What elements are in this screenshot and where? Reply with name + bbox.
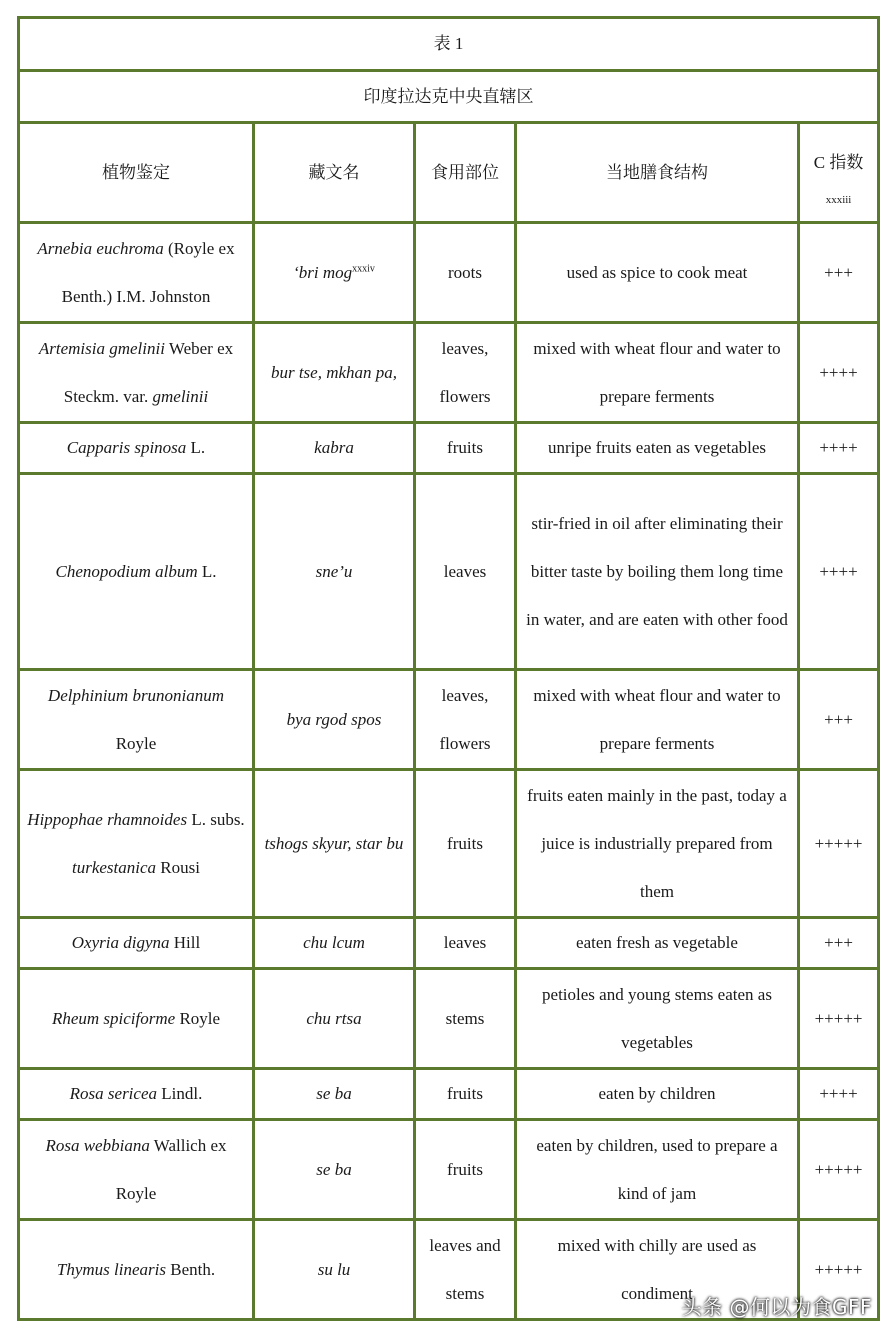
use-cell: mixed with chilly are used as condiment: [516, 1220, 799, 1320]
part-cell: leaves: [415, 918, 516, 969]
plant-cell: Oxyria digyna Hill: [19, 918, 254, 969]
plant-table: [17, 16, 880, 1321]
plant-cell: Capparis spinosa L.: [19, 423, 254, 474]
tibetan-cell: ‘bri mog$^{xxxiv}$: [254, 223, 415, 323]
table-title-row: [19, 18, 879, 71]
tibetan-cell: su lu: [254, 1220, 415, 1320]
table-row: [19, 918, 879, 969]
c-index-cell: +++++: [799, 1120, 879, 1220]
tibetan-cell: sne’u: [254, 474, 415, 670]
use-cell: fruits eaten mainly in the past, today a juice is industrially prepared from them: [516, 770, 799, 918]
plant-cell: Rheum spiciforme Royle: [19, 969, 254, 1069]
table-row: [19, 770, 879, 918]
part-cell: fruits: [415, 1120, 516, 1220]
c-index-cell: +++++: [799, 1220, 879, 1320]
tibetan-cell: bya rgod spos: [254, 670, 415, 770]
plant-cell: Artemisia gmelinii Weber ex Steckm. var. gmelinii: [19, 323, 254, 423]
part-cell: stems: [415, 969, 516, 1069]
header-use: 当地膳食结构: [516, 123, 799, 223]
c-index-cell: +++++: [799, 770, 879, 918]
header-c-index-note: xxxiii: [825, 193, 852, 206]
table-row: [19, 474, 879, 670]
c-index-cell: ++++: [799, 323, 879, 423]
table-row: [19, 670, 879, 770]
part-cell: leaves: [415, 474, 516, 670]
plant-cell: Rosa webbiana Wallich ex Royle: [19, 1120, 254, 1220]
tibetan-cell: bur tse, mkhan pa,: [254, 323, 415, 423]
plant-cell: Rosa sericea Lindl.: [19, 1069, 254, 1120]
table-row: [19, 1069, 879, 1120]
plant-cell: Delphinium brunonianum Royle: [19, 670, 254, 770]
table-row: [19, 423, 879, 474]
part-cell: fruits: [415, 770, 516, 918]
table-title: 表 1: [19, 18, 879, 71]
c-index-cell: +++: [799, 670, 879, 770]
c-index-cell: +++: [799, 223, 879, 323]
plant-cell: Arnebia euchroma (Royle ex Benth.) I.M. Johnston: [19, 223, 254, 323]
table-row: [19, 969, 879, 1069]
watermark: 头条 @何以为食GFF: [681, 1295, 872, 1319]
header-plant: 植物鉴定: [19, 123, 254, 223]
table-row: [19, 223, 879, 323]
use-cell: petioles and young stems eaten as vegetables: [516, 969, 799, 1069]
use-cell: mixed with wheat flour and water to prepare ferments: [516, 670, 799, 770]
c-index-cell: ++++: [799, 423, 879, 474]
header-c-index: [799, 123, 879, 223]
part-cell: roots: [415, 223, 516, 323]
header-row: [19, 123, 879, 223]
table-row: [19, 323, 879, 423]
use-cell: eaten fresh as vegetable: [516, 918, 799, 969]
plant-cell: Chenopodium album L.: [19, 474, 254, 670]
c-index-cell: +++++: [799, 969, 879, 1069]
region-row: [19, 71, 879, 123]
header-c-index-label: C 指数: [813, 152, 864, 172]
table-row: [19, 1120, 879, 1220]
header-tibetan: 藏文名: [254, 123, 415, 223]
tibetan-cell: chu lcum: [254, 918, 415, 969]
c-index-cell: ++++: [799, 474, 879, 670]
tibetan-cell: tshogs skyur, star bu: [254, 770, 415, 918]
use-cell: eaten by children: [516, 1069, 799, 1120]
region-title: 印度拉达克中央直辖区: [19, 71, 879, 123]
c-index-cell: +++: [799, 918, 879, 969]
header-part: 食用部位: [415, 123, 516, 223]
part-cell: leaves, flowers: [415, 670, 516, 770]
use-cell: unripe fruits eaten as vegetables: [516, 423, 799, 474]
part-cell: fruits: [415, 1069, 516, 1120]
tibetan-cell: kabra: [254, 423, 415, 474]
plant-cell: Thymus linearis Benth.: [19, 1220, 254, 1320]
part-cell: leaves and stems: [415, 1220, 516, 1320]
use-cell: eaten by children, used to prepare a kind of jam: [516, 1120, 799, 1220]
tibetan-cell: se ba: [254, 1069, 415, 1120]
part-cell: fruits: [415, 423, 516, 474]
plant-cell: Hippophae rhamnoides L. subs. turkestanica Rousi: [19, 770, 254, 918]
c-index-cell: ++++: [799, 1069, 879, 1120]
use-cell: used as spice to cook meat: [516, 223, 799, 323]
use-cell: stir-fried in oil after eliminating their bitter taste by boiling them long time in water, and are eaten with other food: [516, 474, 799, 670]
tibetan-cell: chu rtsa: [254, 969, 415, 1069]
use-cell: mixed with wheat flour and water to prepare ferments: [516, 323, 799, 423]
part-cell: leaves, flowers: [415, 323, 516, 423]
tibetan-cell: se ba: [254, 1120, 415, 1220]
